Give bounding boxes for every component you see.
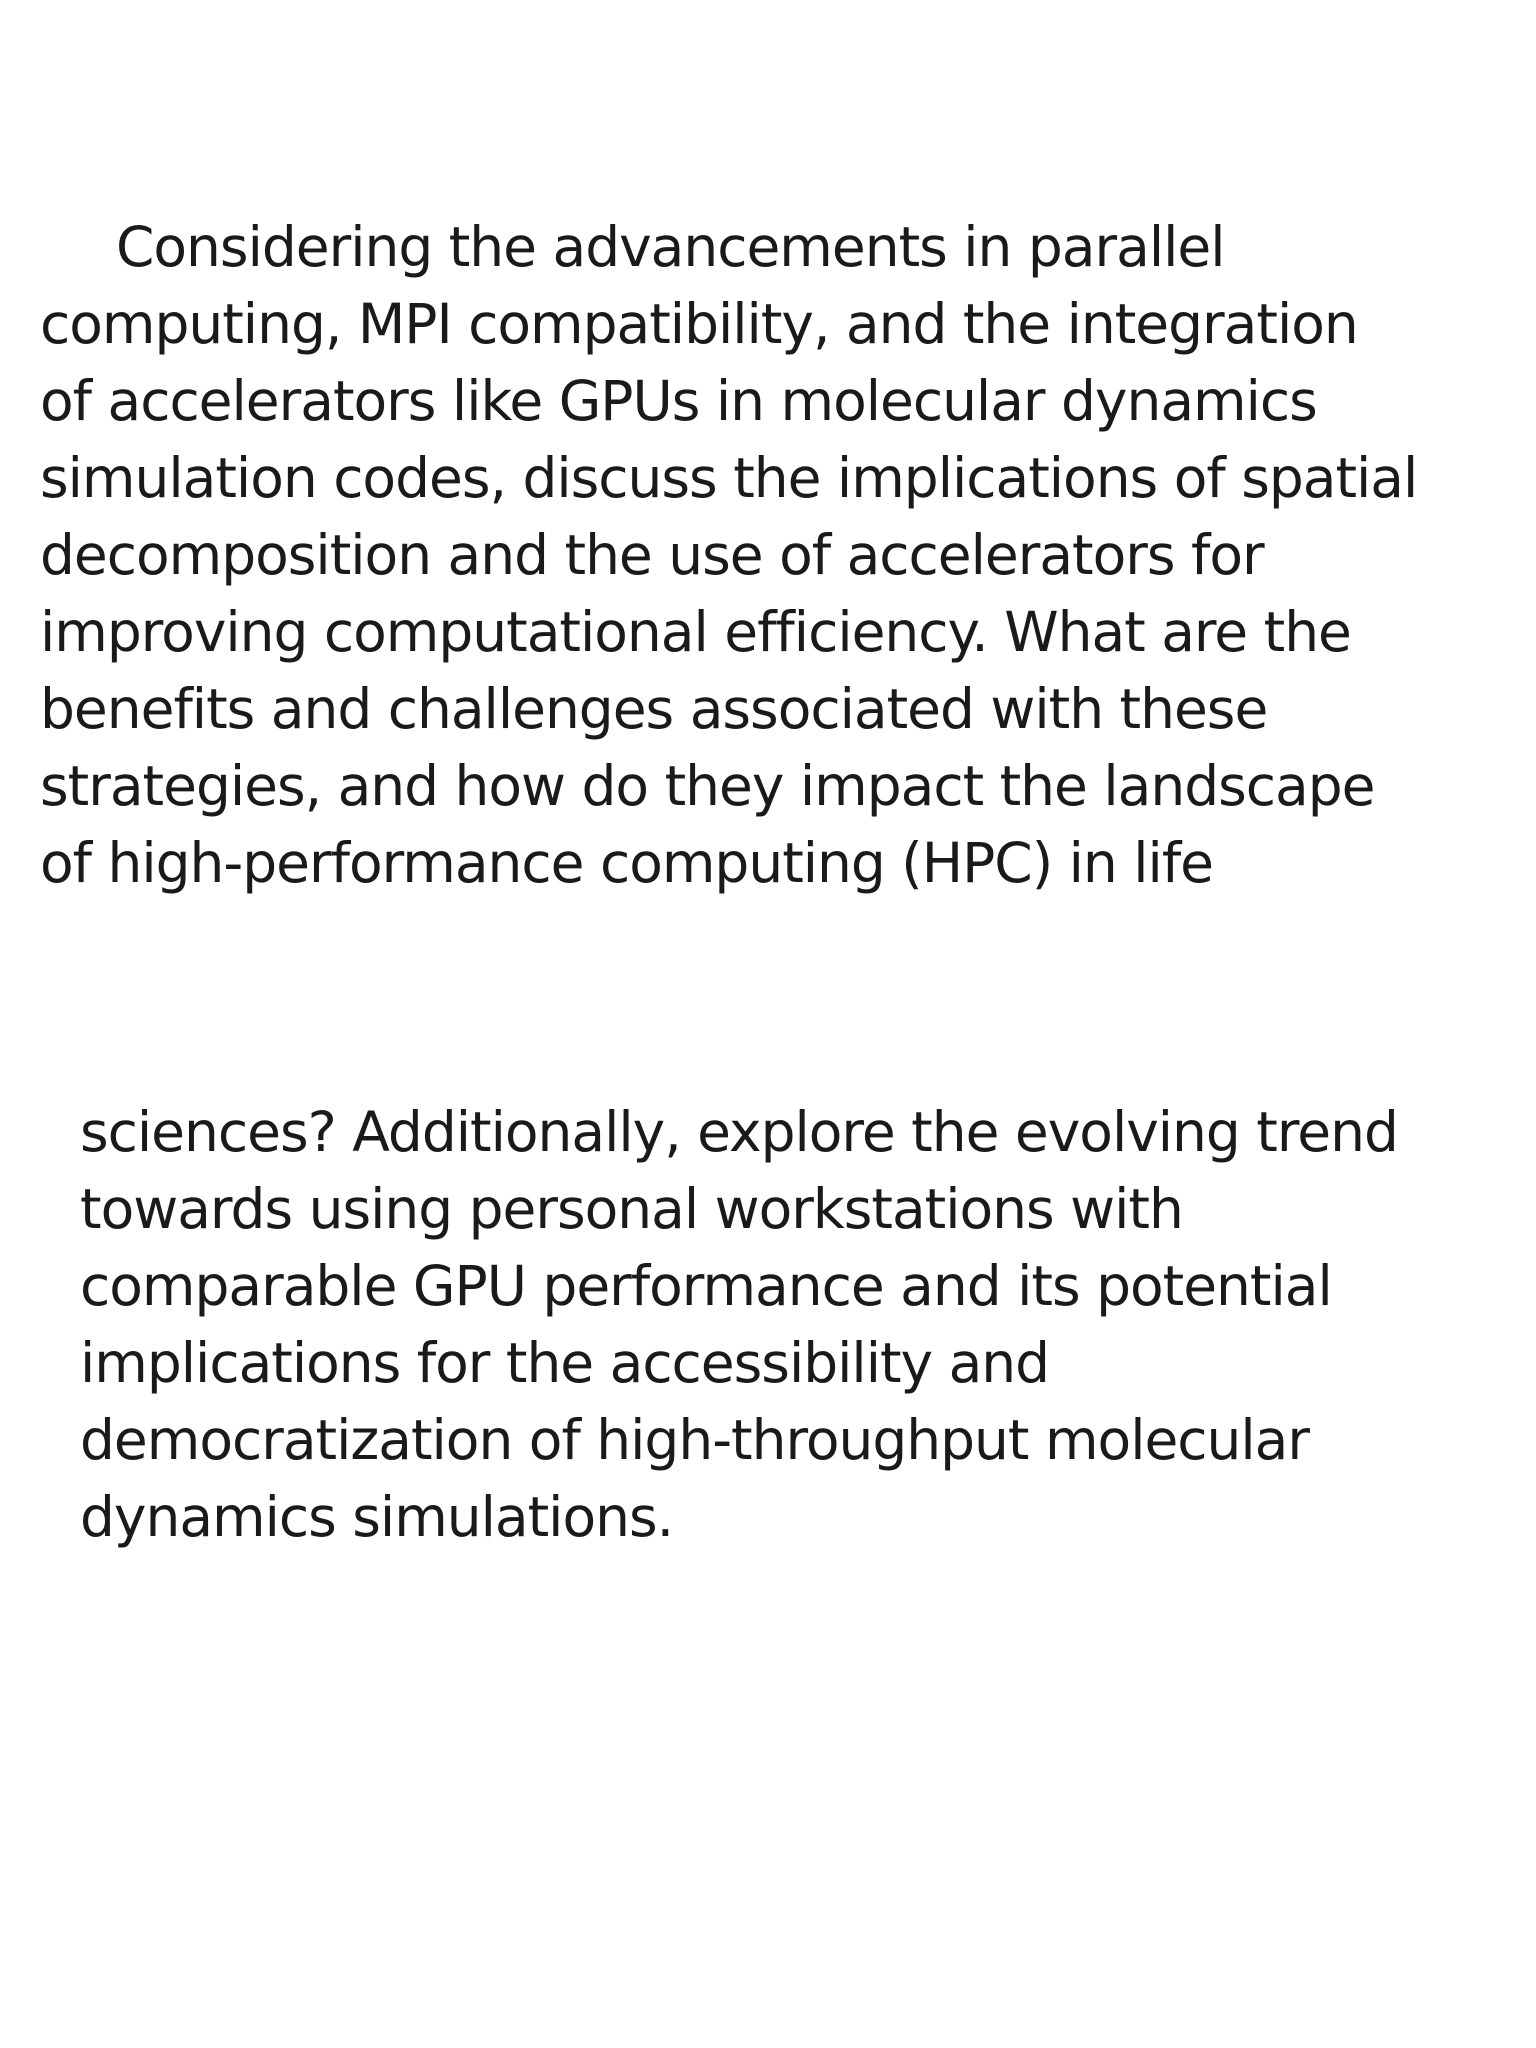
paragraph-2-line: implications for the accessibility and	[80, 1331, 1050, 1395]
paragraph-2-line: towards using personal workstations with	[80, 1177, 1183, 1241]
paragraph-2-line: democratization of high-throughput molecular	[80, 1408, 1310, 1472]
paragraph-1	[40, 209, 1417, 902]
paragraph-1-line: computing, MPI compatibility, and the integration	[40, 292, 1358, 356]
paragraph-2-line: dynamics simulations.	[80, 1485, 674, 1549]
paragraph-1-line: simulation codes, discuss the implications of spatial	[40, 446, 1418, 510]
paragraph-2	[80, 1094, 1398, 1556]
paragraph-2-line: sciences? Additionally, explore the evolving trend	[80, 1100, 1398, 1164]
paragraph-1-line: decomposition and the use of accelerators for	[40, 523, 1264, 587]
paragraph-1-line: benefits and challenges associated with these	[40, 677, 1268, 741]
paragraph-1-line: strategies, and how do they impact the landscape	[40, 754, 1375, 818]
paragraph-1-line: improving computational efficiency. What are the	[40, 600, 1351, 664]
paragraph-1-line: of accelerators like GPUs in molecular dynamics	[40, 369, 1317, 433]
paragraph-1-line: of high-performance computing (HPC) in life	[40, 831, 1214, 895]
paragraph-1-line: Considering the advancements in parallel	[116, 215, 1225, 279]
paragraph-2-line: comparable GPU performance and its potential	[80, 1254, 1332, 1318]
